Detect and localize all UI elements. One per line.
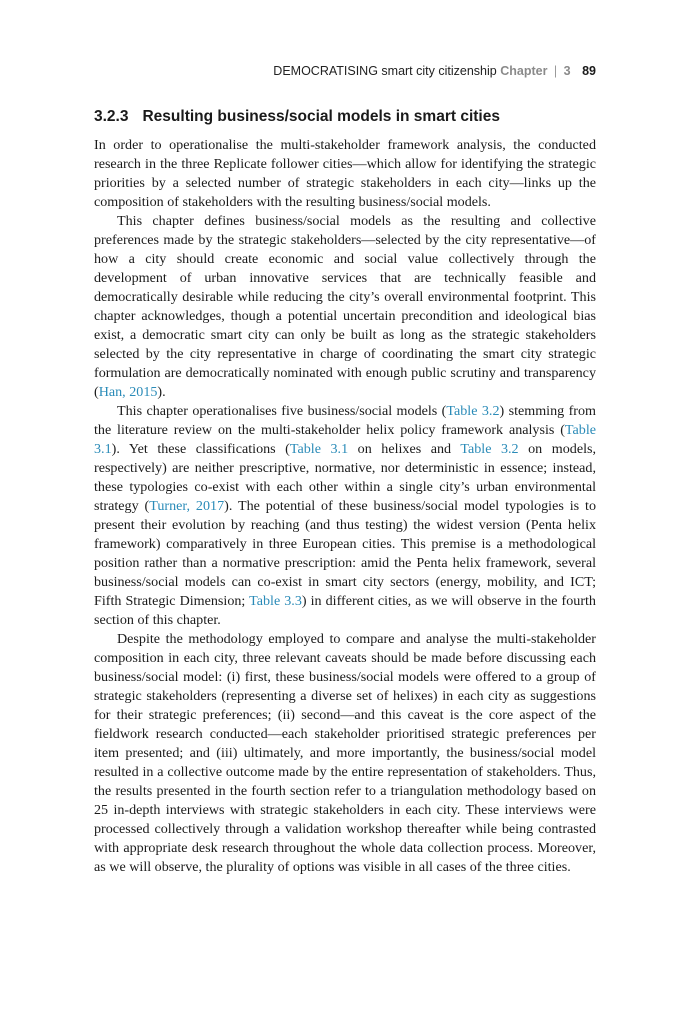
running-title: DEMOCRATISING smart city citizenship — [273, 64, 497, 78]
chapter-number: 3 — [563, 64, 571, 78]
table-link[interactable]: Table 3.1 — [289, 441, 349, 457]
citation-link[interactable]: Turner, 2017 — [149, 498, 225, 514]
table-link[interactable]: Table 3.2 — [460, 441, 519, 457]
running-header — [94, 64, 596, 78]
table-link[interactable]: Table 3.1 — [94, 422, 596, 457]
section-number: 3.2.3 — [94, 108, 129, 125]
section-title: Resulting business/social models in smart cities — [142, 108, 500, 125]
paragraph-1: In order to operationalise the multi-stakeholder framework analysis, the conducted research in the three Replicate follower cities—which allow for identifying the strategic priorities by a selected number of strategic stakeholders in each city—links up the composition of stakeholders with the resulting business/social models. — [94, 137, 596, 210]
section-heading — [94, 108, 596, 126]
page-number: 89 — [582, 64, 596, 78]
body-text — [94, 136, 596, 877]
paragraph-2: This chapter defines business/social models as the resulting and collective preferences made by the strategic stakeholders—selected by the city representative—of how a city should create economic and social value collectively through the development of urban innovative services that are technically feasible and democratically desirable while reducing the city’s overall environmental footprint. This chapter acknowledges, though a potential uncertain precondition and ideological bias exist, a democratic smart city can only be built as long as the strategic stakeholders selected by the city representative in charge of coordinating the smart city strategic formulation are democratically nominated with enough public scrutiny and transparency (Han, 2015). — [94, 213, 596, 400]
table-link[interactable]: Table 3.2 — [446, 403, 500, 419]
paragraph-4: Despite the methodology employed to compare and analyse the multi-stakeholder composition in each city, three relevant caveats should be made before discussing each business/social model: (i) first, these business/social models were offered to a group of strategic stakeholders (representing a diverse set of helixes) in each city as suggestions for their strategic preferences; (ii) second—and this caveat is the core aspect of the fieldwork research conducted—each stakeholder prioritised strategic preferences per item presented; and (iii) ultimately, and more importantly, the business/social model resulted in a collective outcome made by the entire representation of stakeholders. Thus, the results presented in the fourth section refer to a triangulation methodology based on 25 in-depth interviews with strategic stakeholders in each city. These interviews were processed collectively through a validation workshop thereafter while being contrasted with appropriate desk research throughout the whole data collection process. Moreover, as we will observe, the plurality of options was visible in all cases of the three cities. — [94, 631, 596, 875]
citation-link[interactable]: Han, 2015 — [98, 384, 158, 400]
header-separator: | — [553, 64, 558, 78]
paragraph-3: This chapter operationalises five business/social models (Table 3.2) stemming from the literature review on the multi-stakeholder helix policy framework analysis (Table 3.1). Yet these classifications (Table 3.1 on helixes and Table 3.2 on models, respectively) are neither prescriptive, normative, nor deterministic in essence; instead, these typologies co-exist with each other within a single city’s urban environmental strategy (Turner, 2017). The potential of these business/social model typologies is to present their evolution by reaching (and thus testing) the widest version (Penta helix framework) comparatively in three European cities. This premise is a methodological position rather than a normative prescription: amid the Penta helix framework, several business/social models can co-exist in smart city sectors (energy, mobility, and ICT; Fifth Strategic Dimension; Table 3.3) in different cities, as we will observe in the fourth section of this chapter. — [94, 403, 596, 628]
chapter-label: Chapter — [500, 64, 548, 78]
table-link[interactable]: Table 3.3 — [249, 593, 302, 609]
